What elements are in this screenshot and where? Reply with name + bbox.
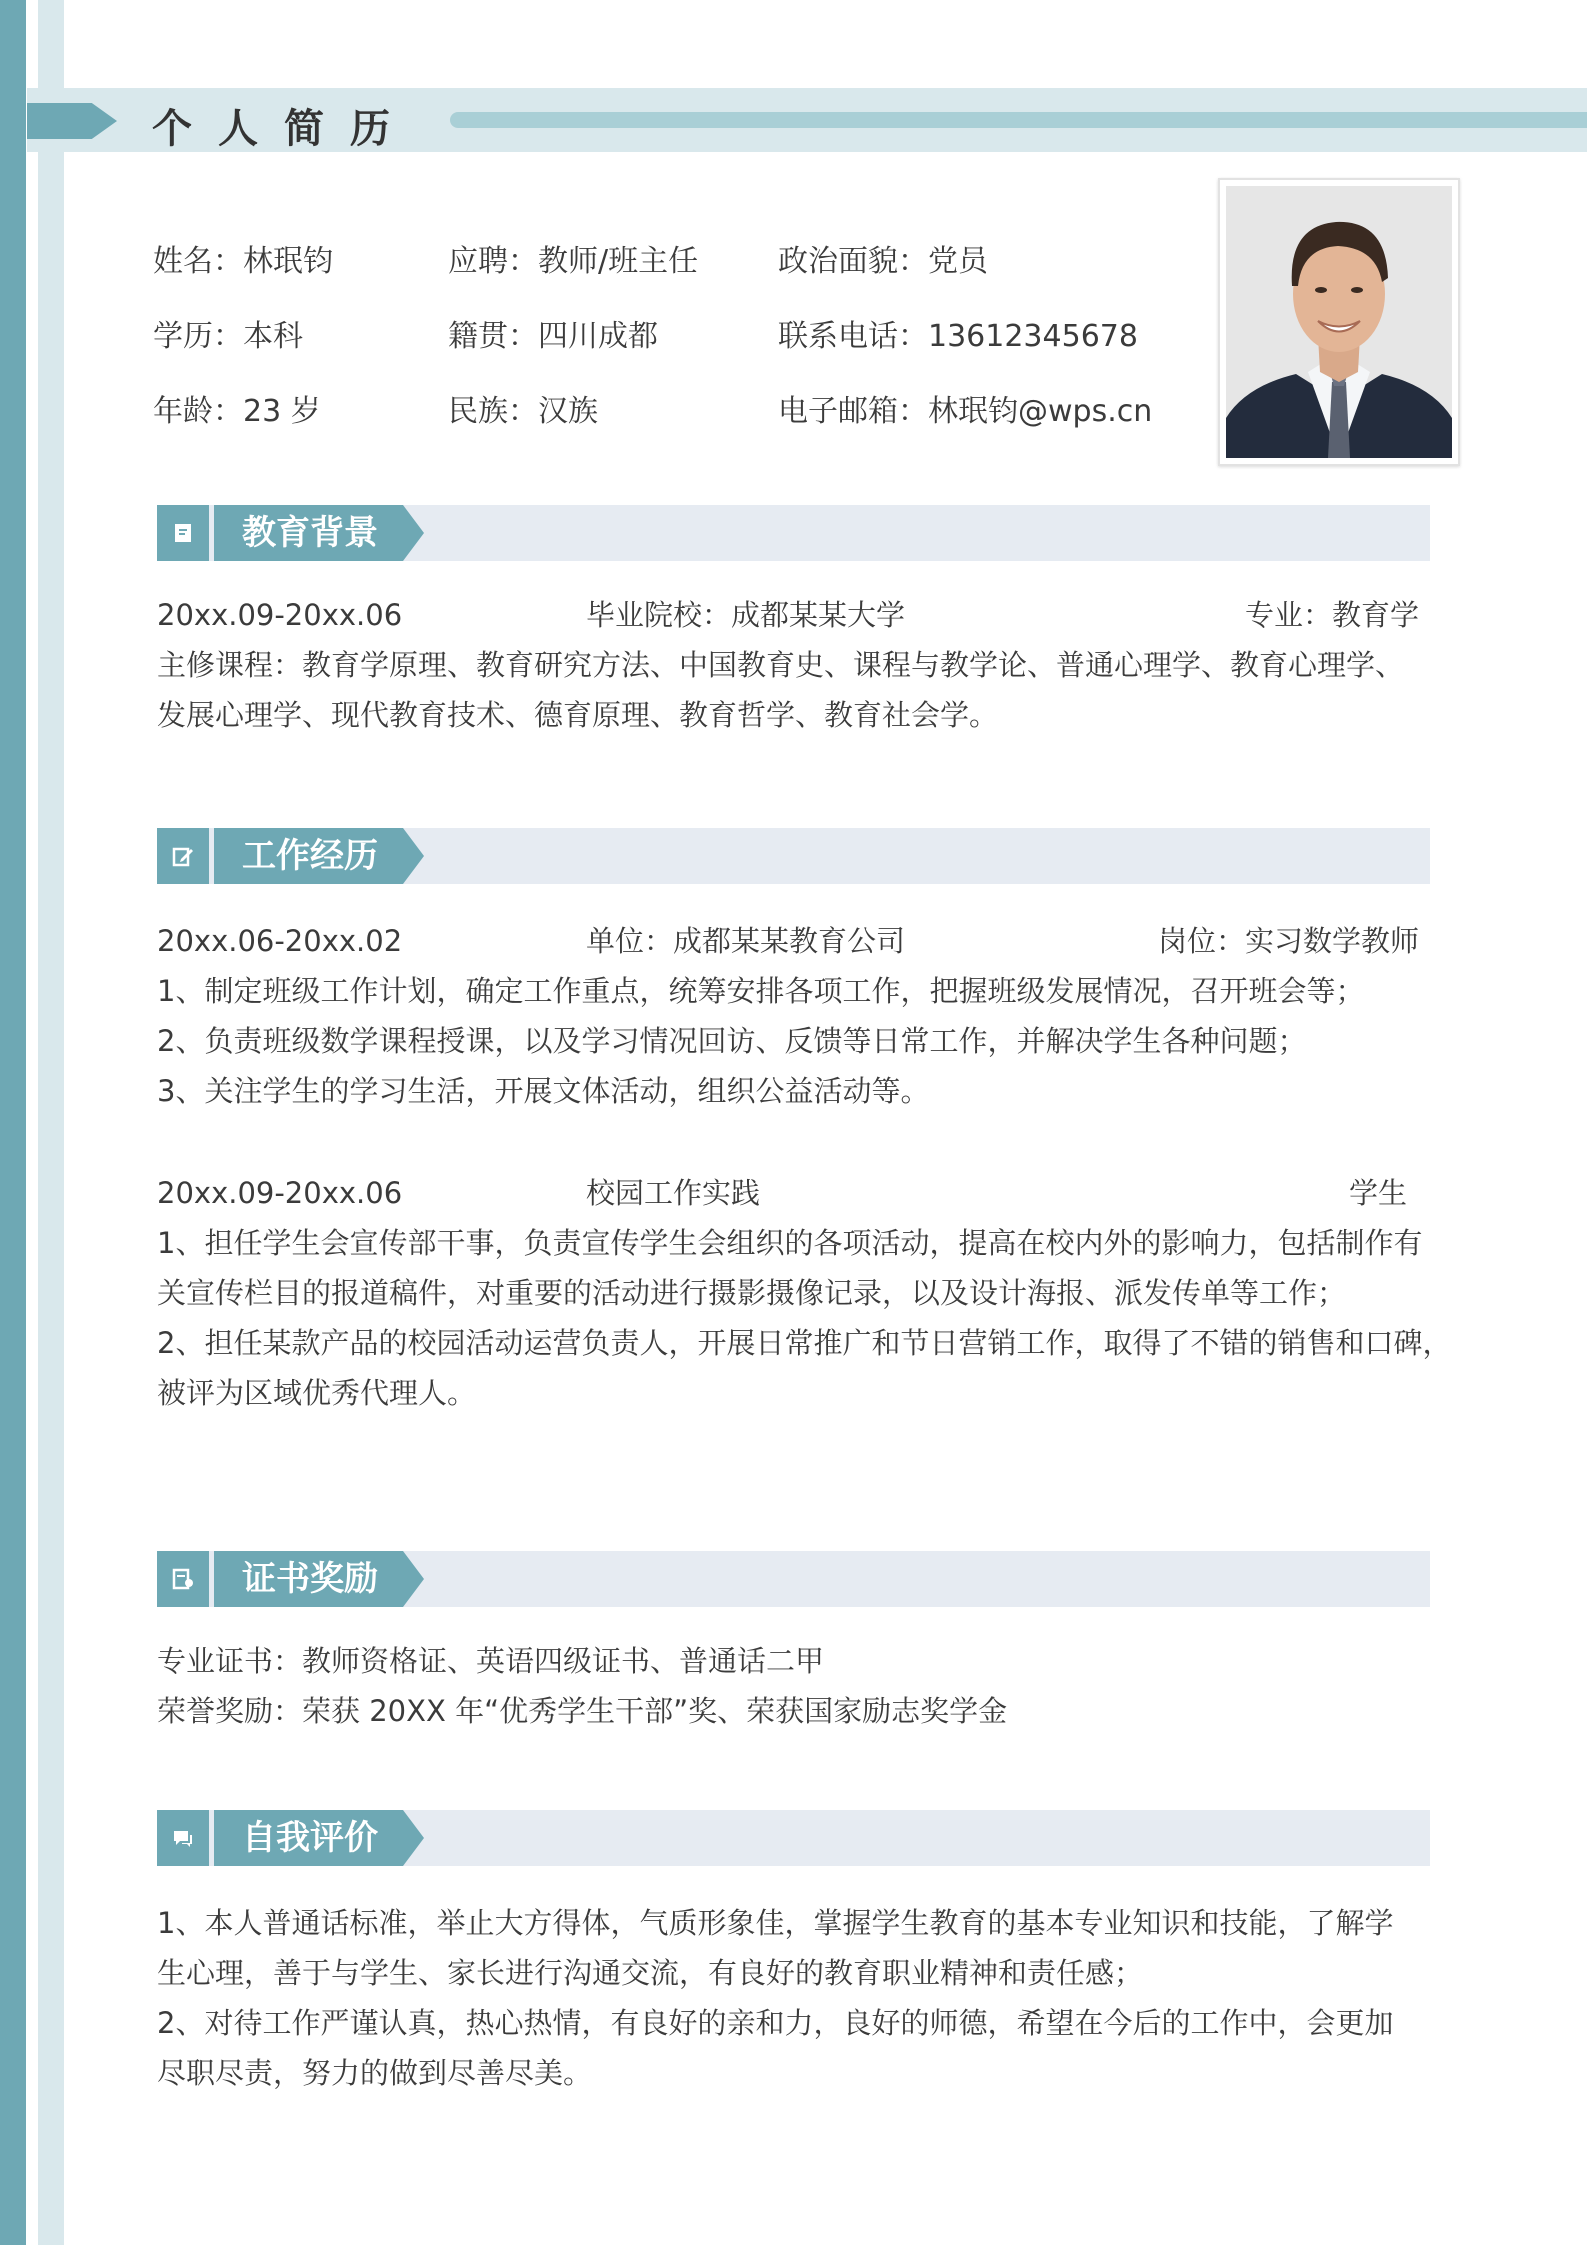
awards-certificates: 专业证书：教师资格证、英语四级证书、普通话二甲 — [157, 1644, 825, 1678]
work-section-icon-box — [157, 828, 209, 884]
info-email: 电子邮箱：林珉钧@wps.cn — [778, 394, 1153, 429]
chat-icon — [171, 1826, 195, 1850]
job2-unit: 校园工作实践 — [586, 1176, 761, 1210]
self-item: 生心理，善于与学生、家长进行沟通交流，有良好的教育职业精神和责任感； — [157, 1956, 1144, 1990]
job1-post: 岗位：实习数学教师 — [1157, 924, 1419, 958]
info-name: 姓名：林珉钧 — [153, 244, 333, 279]
education-school: 毕业院校：成都某某大学 — [586, 598, 906, 632]
left-light-stripe — [38, 0, 64, 2245]
self-section-icon-box — [157, 1810, 209, 1866]
self-item: 尽职尽责，努力的做到尽善尽美。 — [157, 2056, 593, 2090]
awards-section-title: 证书奖励 — [242, 1559, 378, 1599]
info-education: 学历：本科 — [153, 319, 303, 354]
job2-item: 2、担任某款产品的校园活动运营负责人，开展日常推广和节日营销工作，取得了不错的销售和口碑， — [157, 1326, 1452, 1360]
job2-item: 关宣传栏目的报道稿件，对重要的活动进行摄影摄像记录，以及设计海报、派发传单等工作； — [157, 1276, 1347, 1310]
self-section-title: 自我评价 — [242, 1818, 378, 1858]
photo-frame — [1218, 178, 1460, 466]
left-accent-stripe — [0, 0, 26, 2245]
job1-item: 1、制定班级工作计划，确定工作重点，统筹安排各项工作，把握班级发展情况，召开班会等； — [157, 974, 1365, 1008]
info-political: 政治面貌：党员 — [778, 244, 988, 279]
info-hometown: 籍贯：四川成都 — [448, 319, 658, 354]
info-age: 年龄：23 岁 — [153, 394, 321, 429]
education-major: 专业：教育学 — [1244, 598, 1419, 632]
job1-item: 2、负责班级数学课程授课，以及学习情况回访、反馈等日常工作，并解决学生各种问题； — [157, 1024, 1307, 1058]
self-item: 1、本人普通话标准，举止大方得体，气质形象佳，掌握学生教育的基本专业知识和技能，了解学 — [157, 1906, 1394, 1940]
certificate-icon — [171, 1567, 195, 1591]
education-section-title: 教育背景 — [242, 513, 378, 553]
education-section-icon-box — [157, 505, 209, 561]
job2-item: 1、担任学生会宣传部干事，负责宣传学生会组织的各项活动，提高在校内外的影响力，包括制作有 — [157, 1226, 1423, 1260]
self-item: 2、对待工作严谨认真，热心热情，有良好的亲和力，良好的师德，希望在今后的工作中，会更加 — [157, 2006, 1394, 2040]
job1-period: 20xx.06-20xx.02 — [157, 924, 403, 958]
job2-item: 被评为区域优秀代理人。 — [157, 1376, 477, 1410]
job1-unit: 单位：成都某某教育公司 — [586, 924, 906, 958]
book-icon — [171, 521, 195, 545]
awards-section-icon-box — [157, 1551, 209, 1607]
info-ethnicity: 民族：汉族 — [448, 394, 598, 429]
job2-post: 学生 — [1348, 1176, 1407, 1210]
header-line — [450, 112, 1587, 128]
awards-honors: 荣誉奖励：荣获 20XX 年“优秀学生干部”奖、荣获国家励志奖学金 — [157, 1694, 1008, 1728]
education-courses-line-1: 主修课程：教育学原理、教育研究方法、中国教育史、课程与教学论、普通心理学、教育心理学、 — [157, 648, 1405, 682]
info-phone: 联系电话：13612345678 — [778, 319, 1138, 354]
portrait-photo — [1226, 186, 1452, 458]
work-section-title: 工作经历 — [242, 836, 378, 876]
job1-item: 3、关注学生的学习生活，开展文体活动，组织公益活动等。 — [157, 1074, 930, 1108]
page-title: 个人简历 — [152, 106, 416, 152]
education-period: 20xx.09-20xx.06 — [157, 598, 403, 632]
edit-icon — [171, 844, 195, 868]
job2-period: 20xx.09-20xx.06 — [157, 1176, 403, 1210]
info-position: 应聘：教师/班主任 — [448, 244, 699, 279]
education-courses-line-2: 发展心理学、现代教育技术、德育原理、教育哲学、教育社会学。 — [157, 698, 999, 732]
